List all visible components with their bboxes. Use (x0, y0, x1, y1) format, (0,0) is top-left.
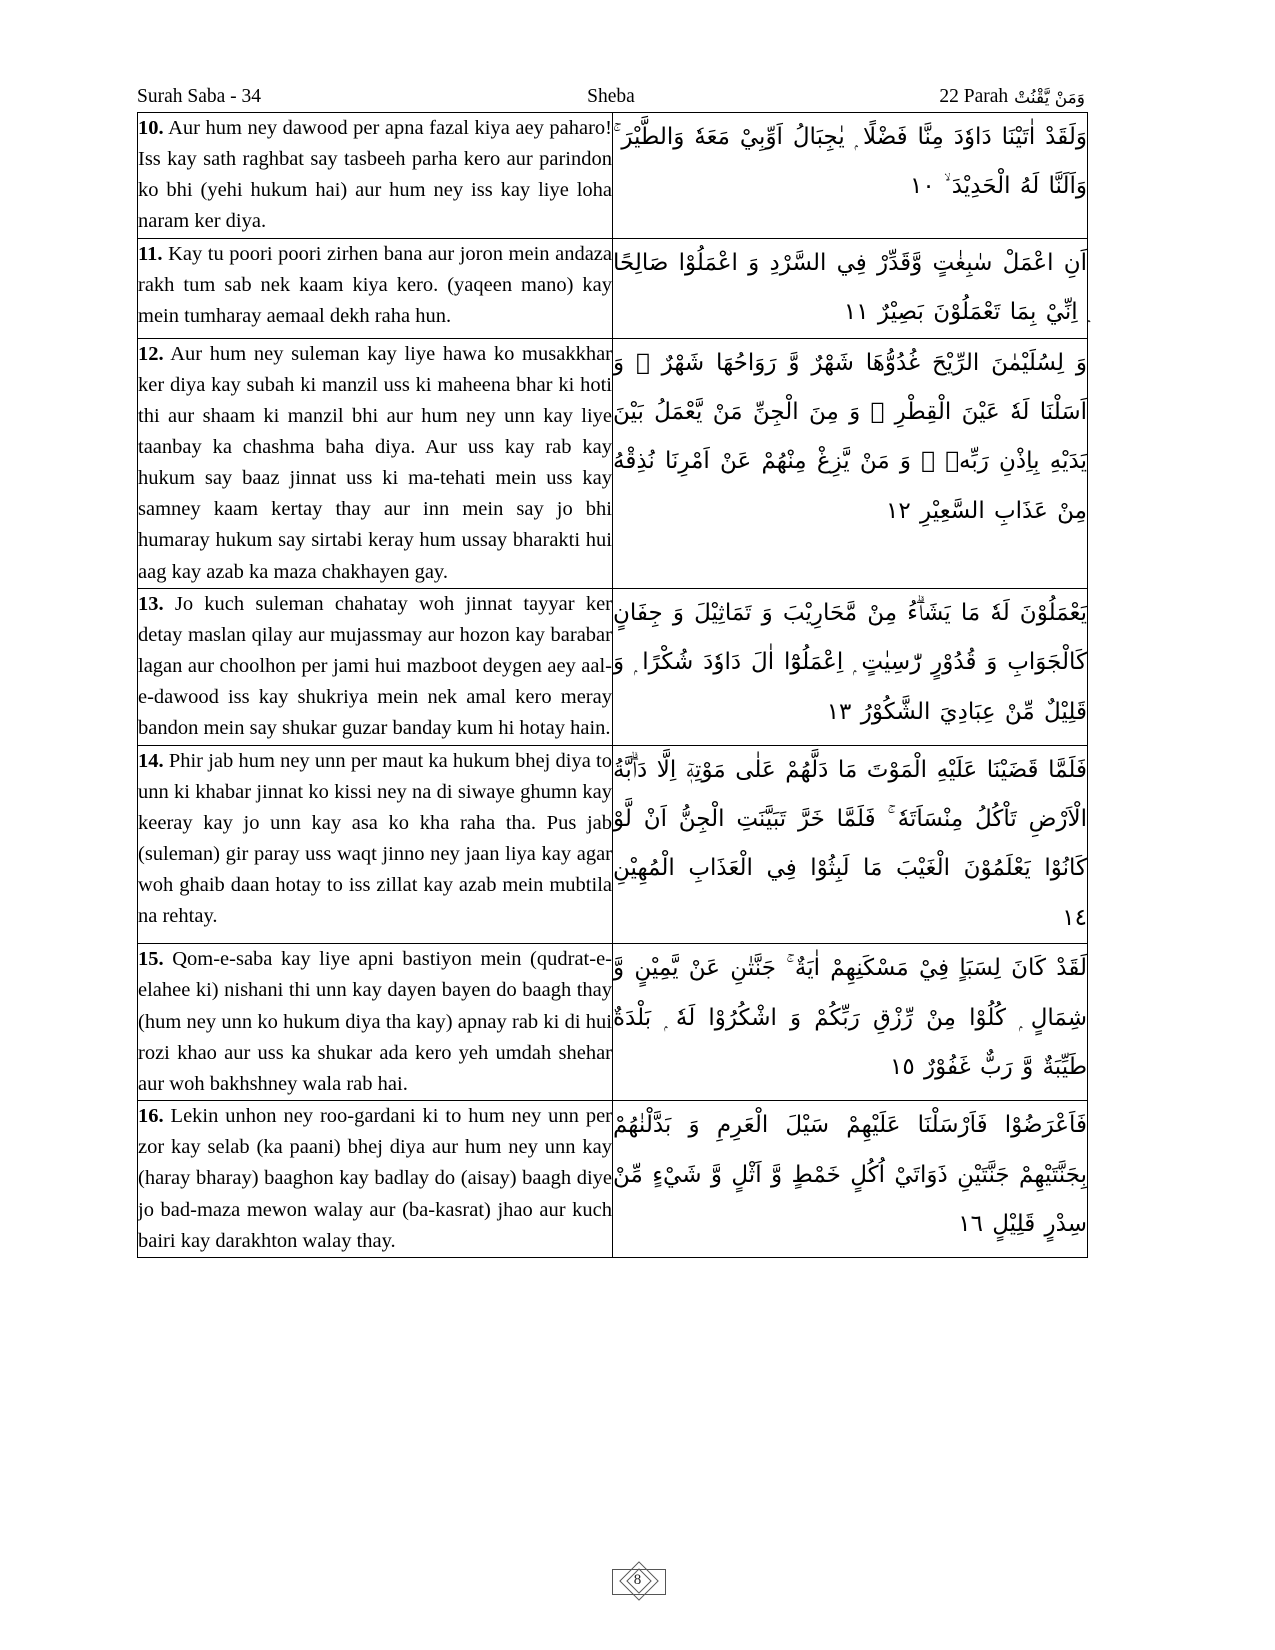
table-row (138, 745, 1088, 944)
verse-arabic: يَعْمَلُوْنَ لَهٗ مَا يَشَاۗءُ مِنْ مَّحَارِيْبَ وَ تَمَاثِيْلَ وَ جِفَانٍ كَالْجَوَابِ وَ قُدُوْرٍ رّٰسِيٰتٍ ۭ اِعْمَلُوْٓا اٰلَ دَاوٗدَ شُكْرًا ۭ وَ قَلِيْلٌ مِّنْ عِبَادِيَ الشَّكُوْرُ ١٣ (613, 599, 1087, 725)
header-surah-english-name: Sheba (587, 86, 635, 107)
verse-number: 10. (138, 117, 164, 139)
verse-arabic: فَلَمَّا قَضَيْنَا عَلَيْهِ الْمَوْتَ مَا دَلَّهُمْ عَلٰى مَوْتِهٖٓ اِلَّا دَاۗبَّةُ الْاَرْضِ تَاْكُلُ مِنْسَاَتَهٗ ۚ فَلَمَّا خَرَّ تَبَيَّنَتِ الْجِنُّ اَنْ لَّوْ كَانُوْا يَعْلَمُوْنَ الْغَيْبَ مَا لَبِثُوْا فِي الْعَذَابِ الْمُهِيْنِ ١٤ (613, 756, 1087, 931)
table-row (138, 588, 1088, 745)
arabic-text-cell (613, 338, 1088, 588)
table-row (138, 1101, 1088, 1258)
verse-arabic: وَ لِسُلَيْمٰنَ الرِّيْحَ غُدُوُّهَا شَهْرٌ وَّ رَوَاحُهَا شَهْرٌ ۚ وَ اَسَلْنَا لَهٗ عَيْنَ الْقِطْرِ ۭ وَ مِنَ الْجِنِّ مَنْ يَّعْمَلُ بَيْنَ يَدَيْهِ بِاِذْنِ رَبِّهٖ ۭ وَ مَنْ يَّزِغْ مِنْهُمْ عَنْ اَمْرِنَا نُذِقْهُ مِنْ عَذَابِ السَّعِيْرِ ١٢ (613, 349, 1087, 524)
arabic-text-cell (613, 745, 1088, 944)
verse-translation: Qom-e-saba kay liye apni bastiyon mein (qudrat-e-elahee ki) nishani thi unn kay dayen bayen do baagh thay (hum ney unn ko hukum diya tha kay) apnay rab ki di hui rozi khao aur uss ka shukar ada kero yeh umdah shehar aur woh bakhshney wala rab hai. (138, 948, 612, 1095)
verse-arabic: وَلَقَدْ اٰتَيْنَا دَاوٗدَ مِنَّا فَضْلًا ۭ يٰجِبَالُ اَوِّبِيْ مَعَهٗ وَالطَّيْرَ ۚ وَاَلَنَّا لَهُ الْحَدِيْدَ ۙ ١٠ (613, 124, 1087, 200)
urdu-translation-cell (138, 238, 613, 338)
arabic-text-cell (613, 113, 1088, 239)
table-row (138, 113, 1088, 239)
page-number-badge (605, 1561, 671, 1601)
verse-arabic: اَنِ اعْمَلْ سٰبِغٰتٍ وَّقَدِّرْ فِي السَّرْدِ وَ اعْمَلُوْا صَالِحًا ۭ اِنِّيْ بِمَا تَعْمَلُوْنَ بَصِيْرٌ ١١ (613, 249, 1087, 326)
header-surah-title: Surah Saba - 34 (137, 86, 262, 107)
page-footer (0, 1561, 1275, 1606)
page-header (137, 74, 1085, 108)
verse-number: 14. (138, 749, 164, 772)
verses-table (137, 112, 1088, 1258)
urdu-translation-cell (138, 338, 613, 588)
verse-number: 16. (138, 1105, 164, 1128)
verse-translation: Aur hum ney dawood per apna fazal kiya aey paharo! Iss kay sath raghbat say tasbeeh parha kero aur parindon ko bhi (yehi hukum hai) aur hum ney iss kay liye loha naram ker diya. (138, 117, 612, 233)
verse-translation: Kay tu poori poori zirhen bana aur joron mein andaza rakh tum sab nek kaam kiya kero. (yaqeen mano) kay mein tumharay aemaal dekh raha hun. (138, 242, 612, 327)
verse-number: 13. (138, 592, 164, 615)
table-row (138, 338, 1088, 588)
urdu-translation-cell (138, 745, 613, 944)
urdu-translation-cell (138, 588, 613, 745)
page-number: 8 (633, 1572, 642, 1588)
verse-number: 11. (138, 242, 163, 265)
verse-translation: Jo kuch suleman chahatay woh jinnat tayyar ker detay maslan qilay aur mujassmay aur hozon kay barabar lagan aur choolhon per jami hui mazboot deygen aey aal-e-dawood iss kay shukriya mein nek amal kero meray bandon mein say shukar guzar banday kum hi hotay hain. (138, 592, 612, 740)
arabic-text-cell (613, 238, 1088, 338)
table-row (138, 238, 1088, 338)
verse-translation: Lekin unhon ney roo-gardani ki to hum ney unn per zor kay selab (ka paani) bhej diya aur hum ney unn kay (haray bharay) baaghon kay badlay do (aisay) baagh diye jo bad-maza mewon walay aur (ba-kasrat) jhao aur kuch bairi kay darakhton walay thay. (138, 1105, 612, 1252)
arabic-text-cell (613, 1101, 1088, 1258)
verse-arabic: لَقَدْ كَانَ لِسَبَاٍ فِيْ مَسْكَنِهِمْ اٰيَةٌ ۚ جَنَّتٰنِ عَنْ يَّمِيْنٍ وَّ شِمَالٍ ۭ كُلُوْا مِنْ رِّزْقِ رَبِّكُمْ وَ اشْكُرُوْا لَهٗ ۭ بَلْدَةٌ طَيِّبَةٌ وَّ رَبٌّ غَفُوْرٌ ١٥ (613, 955, 1087, 1081)
verse-translation: Phir jab hum ney unn per maut ka hukum bhej diya to unn ki khabar jinnat ko kissi ney na di siwaye ghumn kay keeray kay jo unn kay asa ko kha raha tha. Pus jab (suleman) gir paray uss waqt jinno ney jaan liya kay agar woh ghaib daan hotay to iss zillat kay azab mein mubtila na rehtay. (138, 749, 612, 928)
arabic-text-cell (613, 588, 1088, 745)
urdu-translation-cell (138, 1101, 613, 1258)
verse-arabic: فَاَعْرَضُوْا فَاَرْسَلْنَا عَلَيْهِمْ سَيْلَ الْعَرِمِ وَ بَدَّلْنٰهُمْ بِجَنَّتَيْهِمْ جَنَّتَيْنِ ذَوَاتَيْ اُكُلٍ خَمْطٍ وَّ اَثْلٍ وَّ شَيْءٍ مِّنْ سِدْرٍ قَلِيْلٍ ١٦ (613, 1112, 1087, 1237)
urdu-translation-cell (138, 944, 613, 1101)
header-parah-number: 22 Parah (939, 86, 1009, 107)
verse-number: 15. (138, 948, 164, 971)
verse-translation: Aur hum ney suleman kay liye hawa ko musakkhar ker diya kay subah ki manzil uss ki maheena bhar ki hoti thi aur shaam ki manzil bhi aur hum ney unn kay liye taanbay ka chashma baha diya. Aur uss kay rab kay hukum say baaz jinnat uss ki ma-tehati mein uss kay samney kaam kertay thay aur inn mein say jo bhi humaray hukum say sirtabi keray hum ussay bharakti hui aag kay azab ka maza chakhayen gay. (138, 342, 612, 583)
header-parah-arabic-name: وَمَنْ يَّقْنُتْ (1014, 88, 1085, 108)
verse-number: 12. (138, 342, 164, 365)
urdu-translation-cell (138, 113, 613, 239)
table-row (138, 944, 1088, 1101)
arabic-text-cell (613, 944, 1088, 1101)
